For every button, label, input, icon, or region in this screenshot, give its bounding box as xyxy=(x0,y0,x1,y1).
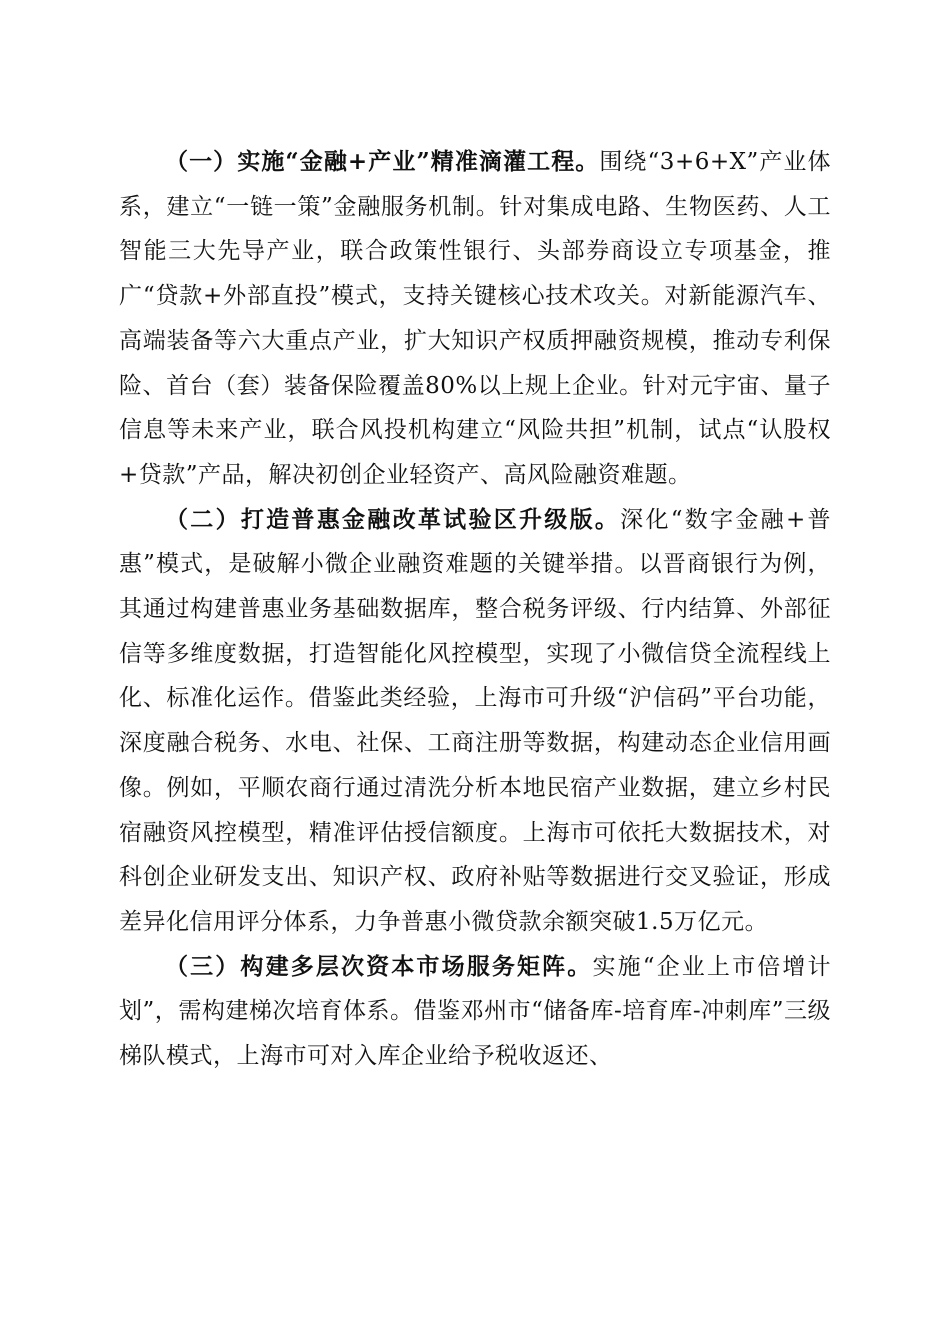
paragraph-1 xyxy=(119,140,831,498)
paragraph-1-heading: （一）实施“金融+产业”精准滴灌工程。 xyxy=(165,148,600,175)
paragraph-3-heading: （三）构建多层次资本市场服务矩阵。 xyxy=(165,952,593,980)
document-body xyxy=(119,140,831,1079)
paragraph-3 xyxy=(119,945,831,1079)
paragraph-1-body: 围绕“3+6+X”产业体系，建立“一链一策”金融服务机制。针对集成电路、生物医药、人工智能三大先导产业，联合政策性银行、头部券商设立专项基金，推广“贷款+外部直投”模式，支持关键核心技术攻关。对新能源汽车、高端装备等六大重点产业，扩大知识产权质押融资规模，推动专利保险、首台（套）装备保险覆盖80%以上规上企业。针对元宇宙、量子信息等未来产业，联合风投机构建立“风险共担”机制，试点“认股权+贷款”产品，解决初创企业轻资产、高风险融资难题。 xyxy=(119,149,832,488)
paragraph-2-body: 深化“数字金融+普惠”模式，是破解小微企业融资难题的关键举措。以晋商银行为例，其通过构建普惠业务基础数据库，整合税务评级、行内结算、外部征信等多维度数据，打造智能化风控模型，实现了小微信贷全流程线上化、标准化运作。借鉴此类经验，上海市可升级“沪信码”平台功能，深度融合税务、水电、社保、工商注册等数据，构建动态企业信用画像。例如，平顺农商行通过清洗分析本地民宿产业数据，建立乡村民宿融资风控模型，精准评估授信额度。上海市可依托大数据技术，对科创企业研发支出、知识产权、政府补贴等数据进行交叉验证，形成差异化信用评分体系，力争普惠小微贷款余额突破1.5万亿元。 xyxy=(119,506,831,935)
paragraph-2 xyxy=(119,498,831,945)
paragraph-3-body: 实施“企业上市倍增计划”，需构建梯次培育体系。借鉴邓州市“储备库-培育库-冲刺库”三级梯队模式，上海市可对入库企业给予税收返还、 xyxy=(119,953,832,1070)
paragraph-2-heading: （二）打造普惠金融改革试验区升级版。 xyxy=(165,505,621,533)
